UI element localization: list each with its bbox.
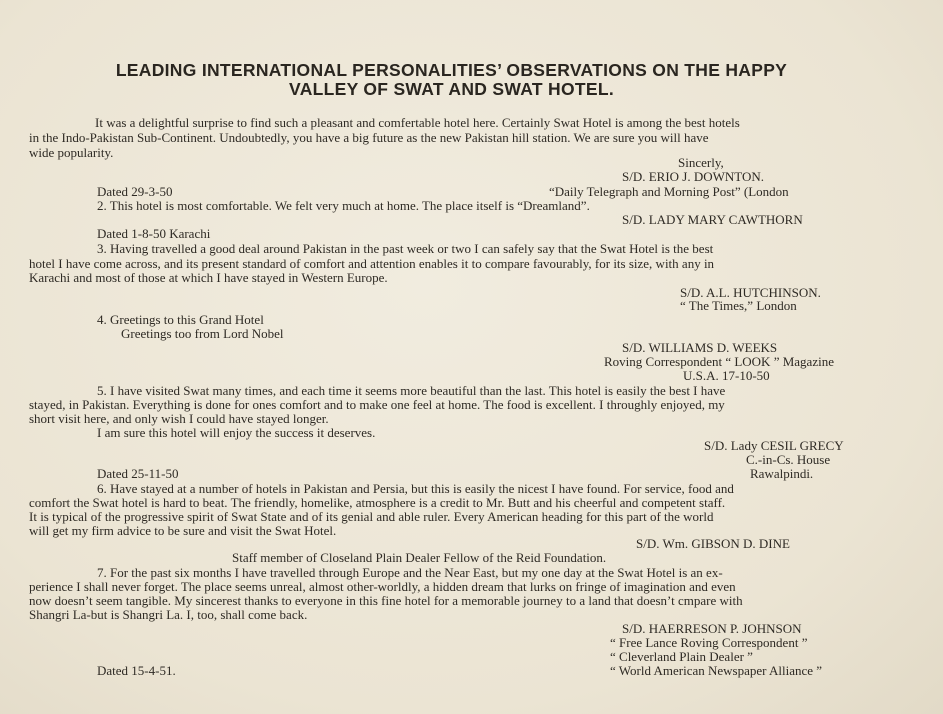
entry-4-signature: S/D. WILLIAMS D. WEEKS [622, 340, 778, 355]
entry-2-signature: S/D. LADY MARY CAWTHORN [622, 212, 803, 227]
entry-7-affiliation-3: “ World American Newspaper Alliance ” [610, 663, 823, 678]
entry-7-line-2: perience I shall never forget. The place seems unreal, almost other-worldly, a hidden dream that lurks on fringe of imagination and even [29, 579, 736, 594]
entry-7-date: Dated 15-4-51. [97, 663, 176, 678]
entry-2-line-1: 2. This hotel is most comfortable. We felt very much at home. The place itself is “Dreamland”. [97, 198, 590, 213]
entry-1-date: Dated 29-3-50 [97, 184, 173, 199]
entry-6-affiliation: Staff member of Closeland Plain Dealer Fellow of the Reid Foundation. [232, 550, 607, 565]
entry-1-line-1: It was a delightful surprise to find such a pleasant and comfertable hotel here. Certainly Swat Hotel is among the best hotels [95, 115, 740, 130]
entry-4-affiliation: Roving Correspondent “ LOOK ” Magazine [604, 354, 834, 369]
entry-5-line-2: stayed, in Pakistan. Everything is done for ones comfort and to make one feel at home. The food is excellent. I throughly enjoyed, my [29, 397, 725, 412]
entry-4-place-date: U.S.A. 17-10-50 [683, 368, 770, 383]
entry-4-line-1: 4. Greetings to this Grand Hotel [97, 312, 264, 327]
entry-5-line-4: I am sure this hotel will enjoy the success it deserves. [97, 425, 376, 440]
entry-7-line-3: now doesn’t seem tangible. My sincerest thanks to everyone in this fine hotel for a memorable journey to a land that doesn’t cmpare with [29, 593, 743, 608]
entry-5-affiliation: C.-in-Cs. House [746, 452, 831, 467]
entry-7-line-4: Shangri La-but is Shangri La. I, too, shall come back. [29, 607, 308, 622]
entry-1-closing: Sincerly, [678, 155, 724, 170]
entry-3-signature: S/D. A.L. HUTCHINSON. [680, 285, 821, 300]
entry-7-signature: S/D. HAERRESON P. JOHNSON [622, 621, 802, 636]
entry-5-date: Dated 25-11-50 [97, 466, 179, 481]
heading-line-1: LEADING INTERNATIONAL PERSONALITIES’ OBSERVATIONS ON THE HAPPY [115, 60, 788, 80]
entry-5-place: Rawalpindi. [750, 466, 814, 481]
entry-7-line-1: 7. For the past six months I have travelled through Europe and the Near East, but my one day at the Swat Hotel is an ex- [97, 565, 723, 580]
entry-3-line-1: 3. Having travelled a good deal around Pakistan in the past week or two I can safely say that the Swat Hotel is the best [97, 241, 714, 256]
entry-1-line-3: wide popularity. [29, 145, 114, 160]
entry-6-line-1: 6. Have stayed at a number of hotels in Pakistan and Persia, but this is easily the nicest I have found. For service, food and [97, 481, 734, 496]
entry-1-affiliation: “Daily Telegraph and Morning Post” (London [549, 184, 789, 199]
entry-5-line-1: 5. I have visited Swat many times, and each time it seems more beautiful than the last. This hotel is easily the best I have [97, 383, 726, 398]
heading-line-2: VALLEY OF SWAT AND SWAT HOTEL. [289, 79, 614, 99]
entry-3-line-2: hotel I have come across, and its present standard of comfort and attention enables it to compare favourably, for its size, with any in [29, 256, 715, 271]
entry-6-signature: S/D. Wm. GIBSON D. DINE [636, 536, 790, 551]
entry-7-affiliation-2: “ Cleverland Plain Dealer ” [610, 649, 753, 664]
entry-3-line-3: Karachi and most of those at which I have stayed in Western Europe. [29, 270, 388, 285]
entry-2-date: Dated 1-8-50 Karachi [97, 226, 211, 241]
entry-6-line-4: will get my firm advice to be sure and visit the Swat Hotel. [29, 523, 337, 538]
entry-1-signature: S/D. ERIO J. DOWNTON. [622, 169, 765, 184]
entry-4-line-2: Greetings too from Lord Nobel [121, 326, 284, 341]
entry-7-affiliation-1: “ Free Lance Roving Correspondent ” [610, 635, 808, 650]
entry-6-line-3: It is typical of the progressive spirit of Swat State and of its genial and able ruler. Every American heading for this part of the world [29, 509, 714, 524]
entry-5-signature: S/D. Lady CESIL GRECY [704, 438, 844, 453]
entry-5-line-3: short visit here, and only wish I could have stayed longer. [29, 411, 329, 426]
entry-1-line-2: in the Indo-Pakistan Sub-Continent. Undoubtedly, you have a big future as the new Pakistan hill station. We are sure you will have [29, 130, 709, 145]
entry-3-affiliation: “ The Times,” London [680, 298, 797, 313]
entry-6-line-2: comfort the Swat hotel is hard to beat. The friendly, homelike, atmosphere is a credit to Mr. Butt and his cheerful and competent staff. [29, 495, 726, 510]
